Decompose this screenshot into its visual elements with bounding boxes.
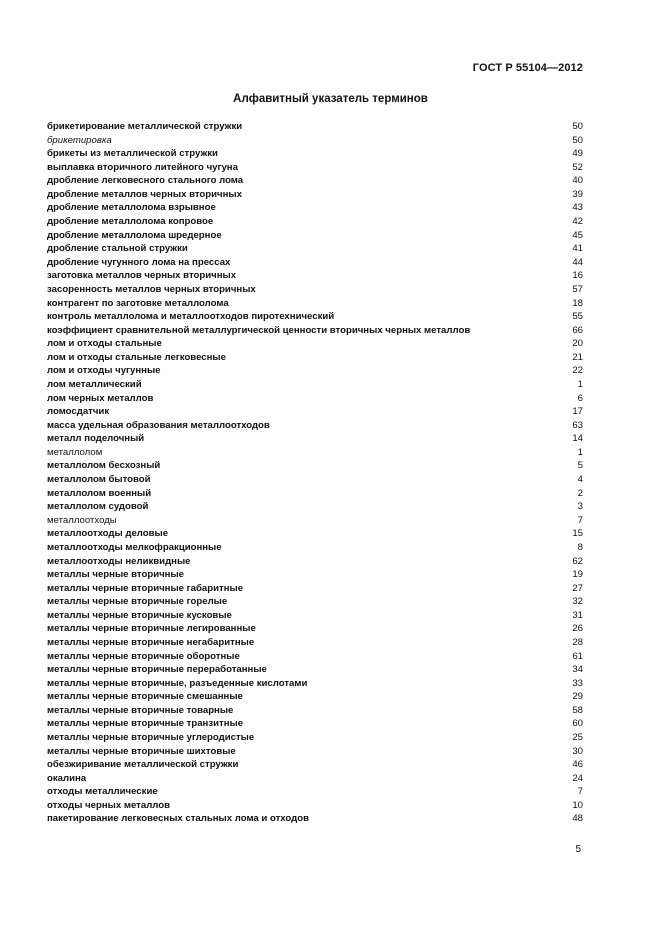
index-entry-page: 50: [572, 121, 583, 132]
index-entry: [47, 622, 583, 636]
index-entry-page: 24: [572, 772, 583, 784]
index-entry-page: 60: [572, 718, 583, 730]
index-entry-page: 50: [572, 134, 583, 146]
index-entry-term: дробление легковесного стального лома: [47, 175, 244, 187]
index-entry: [47, 595, 583, 609]
index-entry-term: металлы черные вторичные переработанные: [47, 664, 267, 676]
index-entry: [47, 541, 583, 555]
index-entry-page: 15: [572, 528, 583, 540]
index-entry: [47, 772, 583, 786]
index-entry-page: 66: [572, 324, 583, 336]
index-entry: [47, 745, 583, 759]
index-entry: [47, 378, 583, 392]
index-entry-page: 22: [572, 365, 583, 377]
index-entry: [47, 201, 583, 215]
index-entry: [47, 392, 583, 406]
index-entry-page: 25: [572, 732, 583, 744]
index-entry-term: металл поделочный: [47, 433, 145, 445]
index-entry-term: металлолом: [47, 446, 103, 458]
index-entry-page: 16: [572, 270, 583, 282]
term-index-list: [47, 120, 583, 826]
index-entry-page: 6: [577, 392, 583, 404]
index-entry: [47, 473, 583, 487]
index-entry-term: металлоотходы деловые: [47, 528, 169, 540]
index-entry-term: металлы черные вторичные, разъеденные кислотами: [47, 677, 308, 689]
index-entry-page: 33: [572, 677, 583, 689]
index-entry: [47, 351, 583, 365]
index-entry-term: дробление металлов черных вторичных: [47, 188, 242, 200]
index-entry: [47, 446, 583, 460]
index-entry-page: 1: [577, 378, 583, 390]
index-entry-page: 63: [572, 419, 583, 431]
index-entry-term: контроль металлолома и металлоотходов пиротехнический: [47, 311, 335, 323]
index-entry-page: 7: [577, 514, 583, 526]
index-entry-term: лом черных металлов: [47, 392, 154, 404]
index-entry: [47, 405, 583, 419]
index-entry: [47, 147, 583, 161]
index-entry-page: 39: [572, 188, 583, 200]
index-entry-term: металлы черные вторичные смешанные: [47, 691, 243, 703]
index-entry-term: лом и отходы чугунные: [47, 365, 161, 377]
index-entry: [47, 297, 583, 311]
index-entry-page: 44: [572, 256, 583, 268]
index-entry: [47, 215, 583, 229]
index-entry: [47, 785, 583, 799]
index-entry-page: 28: [572, 636, 583, 648]
index-entry: [47, 799, 583, 813]
index-entry: [47, 527, 583, 541]
index-entry: [47, 555, 583, 569]
index-entry-page: 14: [572, 433, 583, 445]
index-entry-page: 29: [572, 691, 583, 703]
index-entry-term: контрагент по заготовке металлолома: [47, 297, 229, 309]
index-entry: [47, 432, 583, 446]
index-entry-term: металлы черные вторичные кусковые: [47, 609, 232, 621]
index-entry-term: брикетировка: [47, 134, 112, 146]
index-entry-term: металлы черные вторичные углеродистые: [47, 732, 255, 744]
index-entry-page: 43: [572, 202, 583, 214]
index-entry: [47, 487, 583, 501]
index-entry-term: дробление металлолома шредерное: [47, 229, 222, 241]
index-entry-term: лом металлический: [47, 378, 142, 390]
index-entry-term: металлоотходы мелкофракционные: [47, 541, 222, 553]
index-entry-page: 18: [572, 297, 583, 309]
index-entry: [47, 704, 583, 718]
index-entry-term: металлы черные вторичные шихтовые: [47, 745, 236, 757]
index-entry: [47, 283, 583, 297]
index-entry-page: 40: [572, 175, 583, 187]
index-entry: [47, 812, 583, 826]
index-entry-term: отходы металлические: [47, 786, 158, 798]
index-entry-page: 8: [577, 541, 583, 553]
index-entry-page: 46: [572, 759, 583, 771]
index-entry-page: 5: [577, 460, 583, 472]
index-entry-term: лом и отходы стальные легковесные: [47, 351, 226, 363]
index-entry-term: металлолом военный: [47, 487, 152, 499]
index-entry-page: 4: [577, 474, 583, 486]
index-entry: [47, 419, 583, 433]
index-entry-term: металлы черные вторичные оборотные: [47, 650, 240, 662]
index-entry-term: брикеты из металлической стружки: [47, 148, 218, 160]
index-entry: [47, 134, 583, 148]
index-entry-page: 7: [577, 786, 583, 798]
index-entry-term: засоренность металлов черных вторичных: [47, 283, 256, 295]
index-entry-page: 1: [577, 446, 583, 458]
index-entry: [47, 188, 583, 202]
index-entry-term: металлолом бытовой: [47, 474, 151, 486]
index-entry: [47, 242, 583, 256]
index-entry: [47, 582, 583, 596]
index-entry-page: 41: [572, 243, 583, 255]
index-entry-term: металлы черные вторичные габаритные: [47, 582, 244, 594]
index-entry-page: 26: [572, 623, 583, 635]
index-entry-term: металлы черные вторичные легированные: [47, 623, 256, 635]
index-entry-term: заготовка металлов черных вторичных: [47, 270, 237, 282]
page-number: 5: [575, 844, 581, 855]
index-entry-term: дробление металлолома взрывное: [47, 202, 216, 214]
index-entry-term: металлы черные вторичные негабаритные: [47, 636, 255, 648]
index-entry-term: ломосдатчик: [47, 406, 110, 418]
index-entry: [47, 758, 583, 772]
index-entry-term: пакетирование легковесных стальных лома и отходов: [47, 813, 309, 825]
index-entry: [47, 677, 583, 691]
index-entry: [47, 514, 583, 528]
index-entry-term: обезжиривание металлической стружки: [47, 759, 239, 771]
index-entry-page: 10: [572, 799, 583, 811]
index-entry-page: 62: [572, 555, 583, 567]
index-entry: [47, 229, 583, 243]
index-entry-term: лом и отходы стальные: [47, 338, 162, 350]
index-entry-term: дробление стальной стружки: [47, 243, 188, 255]
index-entry-term: выплавка вторичного литейного чугуна: [47, 161, 238, 173]
index-entry: [47, 636, 583, 650]
index-entry-term: отходы черных металлов: [47, 799, 171, 811]
index-entry-page: 17: [572, 406, 583, 418]
index-entry-page: 32: [572, 596, 583, 608]
index-entry: [47, 609, 583, 623]
index-entry-page: 49: [572, 148, 583, 160]
index-entry-page: 2: [577, 487, 583, 499]
index-entry: [47, 337, 583, 351]
document-code: ГОСТ Р 55104—2012: [472, 62, 583, 74]
index-entry-term: металлолом судовой: [47, 501, 149, 513]
index-entry-term: дробление чугунного лома на прессах: [47, 256, 231, 268]
index-entry-term: дробление металлолома копровое: [47, 216, 214, 228]
index-entry-term: брикетирование металлической стружки: [47, 121, 243, 132]
index-entry-page: 27: [572, 582, 583, 594]
index-entry: [47, 731, 583, 745]
index-entry-term: металлы черные вторичные транзитные: [47, 718, 244, 730]
index-entry-page: 57: [572, 283, 583, 295]
index-entry: [47, 269, 583, 283]
index-entry-page: 34: [572, 664, 583, 676]
index-entry: [47, 174, 583, 188]
index-entry-page: 48: [572, 813, 583, 825]
index-entry-page: 3: [577, 501, 583, 513]
index-entry: [47, 650, 583, 664]
index-entry-term: металлы черные вторичные горелые: [47, 596, 228, 608]
index-entry: [47, 500, 583, 514]
index-entry-term: коэффициент сравнительной металлургической ценности вторичных черных металлов: [47, 324, 471, 336]
index-entry-term: масса удельная образования металлоотходов: [47, 419, 270, 431]
index-entry: [47, 690, 583, 704]
index-entry-term: металлолом бесхозный: [47, 460, 161, 472]
index-entry: [47, 568, 583, 582]
index-entry-page: 45: [572, 229, 583, 241]
index-entry: [47, 364, 583, 378]
index-entry-page: 21: [572, 351, 583, 363]
index-entry-page: 42: [572, 216, 583, 228]
index-entry-page: 30: [572, 745, 583, 757]
index-entry-term: металлы черные вторичные: [47, 569, 184, 581]
index-entry: [47, 663, 583, 677]
index-entry-term: металлоотходы неликвидные: [47, 555, 191, 567]
index-entry: [47, 717, 583, 731]
index-entry: [47, 324, 583, 338]
index-entry: [47, 120, 583, 134]
index-entry: [47, 459, 583, 473]
index-entry-page: 61: [572, 650, 583, 662]
index-entry: [47, 161, 583, 175]
index-entry-page: 55: [572, 311, 583, 323]
index-entry-page: 20: [572, 338, 583, 350]
index-entry-page: 52: [572, 161, 583, 173]
index-entry-term: окалина: [47, 772, 87, 784]
index-entry-page: 19: [572, 569, 583, 581]
index-entry-term: металлоотходы: [47, 514, 117, 526]
index-entry: [47, 256, 583, 270]
index-entry: [47, 310, 583, 324]
index-title: Алфавитный указатель терминов: [233, 93, 428, 105]
index-entry-page: 58: [572, 704, 583, 716]
index-entry-page: 31: [572, 609, 583, 621]
index-entry-term: металлы черные вторичные товарные: [47, 704, 234, 716]
